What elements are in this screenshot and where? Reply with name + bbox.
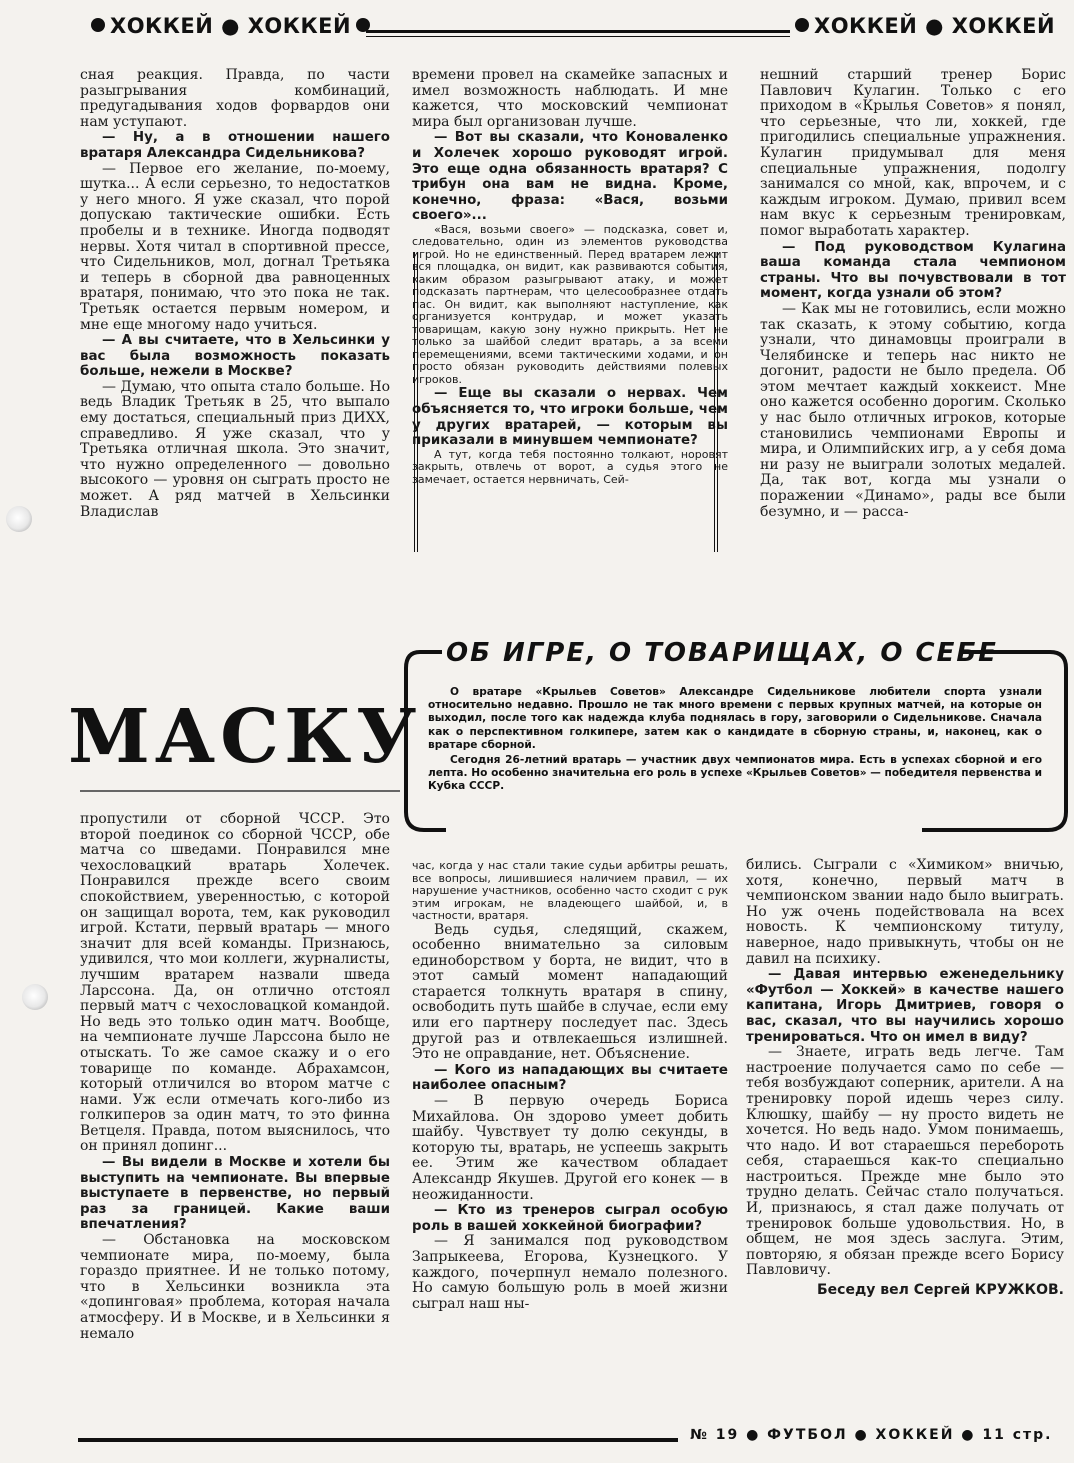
paragraph: сная реакция. Правда, по части разыгрывания комбинаций, предугадывания ходов форвардов они нам уступают. xyxy=(80,68,390,130)
interview-question: — А вы считаете, что в Хельсинки у вас была возможность показать больше, нежели в Москве? xyxy=(80,333,390,380)
paragraph: — Я занимался под руководством Запрыкеева, Егорова, Кузнецкого. У каждого, почерпнул немало полезного. Но самую большую роль в моей жизни сыграл наш ны- xyxy=(412,1233,728,1312)
paragraph: «Вася, возьми своего» — подсказка, совет и, следовательно, один из элементов руководства игрой. Но не единственный. Перед вратарем лежит вся площадка, он видит, как развиваются события, каким образом разыгрывают атаку, и может подсказать партнерам, что целесообразнее отдать пас. Он видит, как выполняют наступление, как организуется контрудар, и может указать товарищам, какую зону нужно прикрыть. Нет не только за шайбой следит вратарь, а за всеми перемещениями, всеми тактическими ходами, и он просто обязан руководить действиями полевых игроков. xyxy=(412,222,728,386)
paragraph: — Знаете, играть ведь легче. Там настроение получается само по себе — тебя возбуждают соперник, арители. А на тренировку порой идешь через силу. Клюшку, шайбу — ну просто видеть не хочется. Но ведь надо. Умом понимаешь, что надо. И вот стараешься перебороть себя, стараешься как-то специально настроиться. Прежде мне было это трудно делать. Сейчас стало получаться. И, признаюсь, я стал даже получать от тренировок больше удовольствия. Но, в общем, не моя здесь заслуга. Этим, повторяю, я обязан прежде всего Борису Павловичу. xyxy=(746,1044,1064,1279)
article-column-6 xyxy=(746,858,1064,1430)
interview-question: — Под руководством Кулагина ваша команда стала чемпионом страны. Что вы почувствовали в тот момент, когда узнали об этом? xyxy=(760,239,1066,302)
paragraph: час, когда у нас стали такие судьи арбитры решать, все вопросы, лишившиеся наличием правил, — их нарушение участников, особенно часто сходит с рук этим игрокам, не владеющего шайбой, и, в частности, вратаря. xyxy=(412,860,728,922)
rubric-left xyxy=(86,14,375,38)
paragraph: нешний старший тренер Борис Павлович Кулагин. Только с его приходом в «Крылья Советов» я понял, что серьезные, что ли, хоккей, где пригодились специальные упражнения. Кулагин придумывал для меня специальные упражнения, подолгу занимался со мной, как, впрочем, и с каждым игроком. Думаю, привил всем нам вкус к серьезным тренировкам, помог выработать характер. xyxy=(760,68,1066,239)
article-column-5 xyxy=(412,860,728,1422)
rubric-left-text: ХОККЕЙ ● ХОККЕЙ xyxy=(110,14,352,38)
header-rule-thin xyxy=(366,36,790,37)
punch-hole xyxy=(22,984,48,1010)
rubric-right-text: ХОККЕЙ ● ХОККЕЙ xyxy=(814,14,1056,38)
intro-text xyxy=(428,686,1042,796)
boxed-inset-frame xyxy=(414,252,718,552)
byline: Беседу вел Сергей КРУЖКОВ. xyxy=(816,1282,1064,1299)
bullet-icon xyxy=(91,18,105,32)
interview-question: — Кто из тренеров сыграл особую роль в вашей хоккейной биографии? xyxy=(412,1203,728,1234)
rubric-right xyxy=(790,14,1055,38)
interview-question: — Ну, а в отношении нашего вратаря Александра Сидельникова? xyxy=(80,130,390,161)
interview-question: — Еще вы сказали о нервах. Чем объясняется то, что игроки больше, чем у других вратарей, — которым вы приказали в минувшем чемпионате? xyxy=(412,386,728,449)
paragraph: пропустили от сборной ЧССР. Это второй поединок со сборной ЧССР, обе матча со шведами. Понравился мне чехословацкий вратарь Холечек. Понравился прежде всего своим спокойствием, уверенностью, с которой он защищал ворота, тем, как руководил игрой. Кстати, первый вратарь — много значит для всей команды. Признаюсь, удивился, что мои коллеги, журналисты, лучшим вратарем назвали шведа Ларссона. Да, он отлично отстоял первый матч с чехословацкой командой. Но ведь это только один матч. Вообще, на чемпионате лучше Ларссона было не отыскать. То же самое скажу и о его товарище по команде. Абрахамсон, который отличился во втором матче с нами. Уж если отмечать кого-либо из голкиперов за один матч, то это финна Ветцеля. Правда, потом выяснилось, что он принял допинг... xyxy=(80,812,390,1155)
interview-question: — Кого из нападающих вы считаете наиболее опасным? xyxy=(412,1062,728,1094)
paragraph: времени провел на скамейке запасных и имел возможность наблюдать. И мне кажется, что московский чемпионат мира был организован лучше. xyxy=(412,68,728,130)
paragraph: — Обстановка на московском чемпионате мира, по-моему, была гораздо приятнее. И не только потому, что в Хельсинки возникла эта «допинговая» проблема, которая начала атмосферу. И в Москве, и в Хельсинки я немало xyxy=(80,1232,390,1342)
subheadline: ОБ ИГРЕ, О ТОВАРИЩАХ, О СЕБЕ xyxy=(446,638,998,668)
bullet-icon xyxy=(795,18,809,32)
paragraph: Ведь судья, следящий, скажем, особенно внимательно за силовым единоборством у борта, не видит, что в этот самый момент нападающий старается толкнуть вратаря в спину, освободить путь шайбе в случае, если ему или его партнеру последует пас. Здесь другой раз и отвлекаешься излишней. Это не оправдание, нет. Объяснение. xyxy=(412,921,728,1063)
paragraph: — Первое его желание, по-моему, шутка... А если серьезно, то недостатков у него много. Я уже сказал, что порой допускаю тактические ошибки. Есть пробелы и в технике. Иногда подводят нервы. Хотя читал в спортивной прессе, что Сидельников, мол, догнал Третьяка и теперь в сборной два равноценных вратаря, понимаю, что это пока не так. Третьяк остается первым номером, и мне еще многому надо учиться. xyxy=(80,160,390,333)
paragraph: А тут, когда тебя постоянно толкают, норовят закрыть, отвлечь от ворот, а судья этого не замечает, остается нервничать, Сей- xyxy=(412,447,728,486)
headline-rule xyxy=(80,790,400,792)
interview-question: — Вы видели в Москве и хотели бы выступить на чемпионате. Вы впервые выступаете в первенстве, но первый раз за границей. Какие ваши впечатления? xyxy=(80,1155,390,1233)
footer-rule xyxy=(78,1438,678,1442)
interview-question: — Вот вы сказали, что Коноваленко и Холечек хорошо руководят игрой. Это еще одна обязанность вратаря? С трибун она вам не видна. Кроме, конечно, фраза: «Вася, возьми своего»... xyxy=(412,130,728,224)
punch-hole xyxy=(6,506,32,532)
paragraph: бились. Сыграли с «Химиком» вничью, хотя, конечно, первый матч в чемпионском звании надо было выиграть. Но уж очень подействовала на всех новость. К чемпионскому титулу, наверное, надо привыкнуть, чтобы он не давил на психику. xyxy=(746,858,1064,967)
page-footer: № 19 ● ФУТБОЛ ● ХОККЕЙ ● 11 стр. xyxy=(690,1427,1053,1443)
header-rule xyxy=(366,30,790,33)
paragraph: — В первую очередь Бориса Михайлова. Он здорово умеет добить шайбу. Чувствует ту долю секунды, в которую ты, вратарь, не успеешь закрыть ее. Этим же качеством обладает Александр Якушев. Другой его конек — в неожиданности. xyxy=(412,1093,728,1203)
article-column-3 xyxy=(760,68,1066,624)
intro-paragraph: О вратаре «Крыльев Советов» Александре Сидельникове любители спорта узнали относительно недавно. Прошло не так много времени с первых крупных матчей, на которые он выходил, после того как надежда клуба поднялась в гору, заговорили о Сидельникове. Сначала как о перспективном голкипере, затем как о кандидате в сборную страны, и, наконец, как о вратаре сборной. xyxy=(428,686,1042,751)
interview-question: — Давая интервью еженедельнику «Футбол — Хоккей» в качестве нашего капитана, Игорь Дмитриев, говоря о вас, сказал, что вы научились хорошо тренироваться. Что он имел в виду? xyxy=(746,967,1064,1045)
article-column-4 xyxy=(80,812,390,1422)
paragraph: — Как мы не готовились, если можно так сказать, к этому событию, когда узнали, что динамовцы проиграли в Челябинске и теперь нас никто не догонит, радости не было предела. Об этом мечтает каждый хоккеист. Мне оно кажется особенно дорогим. Сколько у нас было отличных игроков, которые становились чемпионами Европы и мира, и Олимпийских игр, а у себя дома ни разу не выиграли золотых медалей. Да, так вот, когда мы узнали о поражении «Динамо», рады все были безумно, и — расса- xyxy=(760,300,1066,520)
intro-paragraph: Сегодня 26-летний вратарь — участник двух чемпионатов мира. Есть в успехах сборной и его лепта. Но особенно значительна его роль в успехе «Крыльев Советов» — победителя первенства и Кубка СССР. xyxy=(428,754,1042,793)
headline: МАСКУ xyxy=(68,694,422,780)
article-column-1 xyxy=(80,68,390,668)
paragraph: — Думаю, что опыта стало больше. Но ведь Владик Третьяк в 25, что выпало ему достаться, специальный приз ДИХХ, справедливо. Я уже сказал, что у Третьяка отличная школа. Это значит, что нужно определенного — довольно высокого — уровня он сыграть просто не может. А ряд матчей в Хельсинки Владислав xyxy=(80,378,390,520)
